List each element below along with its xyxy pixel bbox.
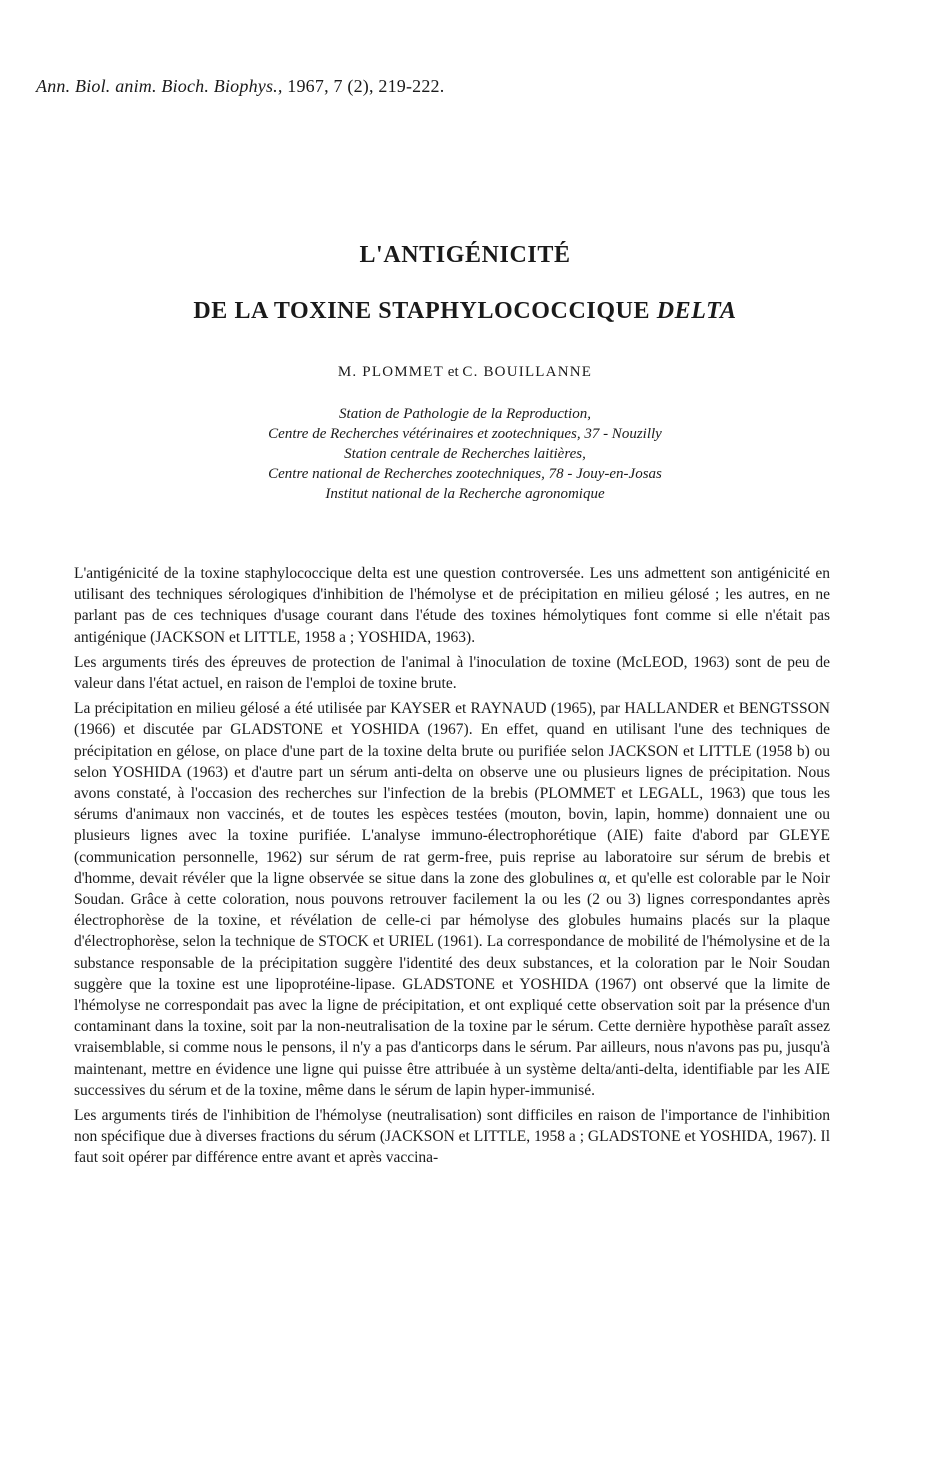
author-1: M. PLOMMET [337,364,445,380]
affiliation-line: Centre national de Recherches zootechniques, 78 - Jouy-en-Josas [268,466,662,482]
article-title-line-2 [0,298,930,325]
title-prefix: DE LA TOXINE STAPHYLOCOCCIQUE [193,298,657,324]
author-2: C. BOUILLANNE [462,364,593,380]
paragraph: Les arguments tirés des épreuves de protection de l'animal à l'inoculation de toxine (McLEOD, 1963) sont de peu de valeur dans l'état actuel, en raison de l'emploi de toxine brute. [74,653,830,693]
affiliation-line: Institut national de la Recherche agronomique [325,486,605,502]
paragraph: Les arguments tirés de l'inhibition de l'hémolyse (neutralisation) sont difficiles en raison de l'importance de l'inhibition non spécifique due à diverses fractions du sérum (JACKSON et LITTLE, 1958 a ; GLADSTONE et YOSHIDA, 1967). Il faut soit opérer par différence entre avant et après vaccina- [74,1107,830,1167]
author-separator: et [444,364,463,380]
authors [0,364,930,381]
title-italic-word: DELTA [656,298,737,324]
affiliation-line: Station de Pathologie de la Reproduction, [339,406,591,422]
paragraph: L'antigénicité de la toxine staphylococcique delta est une question controversée. Les uns admettent son antigénicité en utilisant des techniques sérologiques d'inhibition de l'hémolyse et de précipitation en milieu gélosé ; les autres, en ne parlant pas de ces techniques d'usage courant dans l'étude des toxines hémolytiques font comme si elle n'était pas antigénique (JACKSON et LITTLE, 1958 a ; YOSHIDA, 1963). [74,565,830,646]
journal-name: Ann. Biol. anim. Bioch. Biophys., [36,76,283,96]
article-title-line-1: L'ANTIGÉNICITÉ [359,242,571,268]
paragraph: La précipitation en milieu gélosé a été utilisée par KAYSER et RAYNAUD (1965), par HALLANDER et BENGTSSON (1966) et discutée par GLADSTONE et YOSHIDA (1967). En effet, quand en utilisant l'une des techniques de précipitation en gélose, on place d'une part de la toxine delta brute ou purifiée selon JACKSON et LITTLE (1958 b) ou selon YOSHIDA (1963) et d'autre part un sérum anti-delta on observe une ou plusieurs lignes de précipitation. Nous avons constaté, à l'occasion des recherches sur l'infection de la brebis (PLOMMET et LEGALL, 1963) que tous les sérums d'animaux non vaccinés, et de toutes les espèces testées (mouton, bovin, lapin, homme) donnaient une ou plusieurs lignes avec la toxine purifiée. L'analyse immuno-électrophorétique (AIE) faite d'abord par GLEYE (communication personnelle, 1962) sur sérum de rat germ-free, puis reprise au laboratoire sur sérum de brebis et d'homme, devait révéler que la ligne observée se situe dans la zone des globulines α, et qu'elle est colorable par le Noir Soudan. Grâce à cette coloration, nous pouvons retrouver facilement la ou les (2 ou 3) lignes correspondantes après électrophorèse de la toxine, et révélation de celle-ci par hémolyse des globules humains placés sur la plaque d'électrophorèse, selon la technique de STOCK et URIEL (1961). La correspondance de mobilité de l'hémolysine et de la substance responsable de la précipitation suggère l'identité des deux substances, et la coloration par le Noir Soudan suggère que la toxine est une lipoprotéine-lipase. GLADSTONE et YOSHIDA (1967) ont observé que la limite de l'hémolyse ne correspondait pas avec la ligne de précipitation, et ont expliqué cette observation soit par la présence d'un contaminant dans la toxine, soit par la non-neutralisation de la toxine par le sérum. Cette dernière hypothèse paraît assez vraisemblable, si comme nous le pensons, il n'y a pas d'anticorps dans le sérum. Par ailleurs, nous n'avons pas pu, jusqu'à maintenant, mettre en évidence une ligne qui puisse être attribuée à un système delta/anti-delta, identifiable par les AIE successives du sérum et de la toxine, même dans le sérum de lapin hyper-immunisé. [74,700,830,1099]
affiliation-line: Station centrale de Recherches laitières, [344,446,586,462]
affiliations [0,404,930,504]
affiliation-line: Centre de Recherches vétérinaires et zootechniques, 37 - Nouzilly [268,426,662,442]
journal-citation [36,76,736,97]
article-body [74,563,830,1173]
journal-volume: 1967, 7 (2), 219-222. [282,76,445,96]
